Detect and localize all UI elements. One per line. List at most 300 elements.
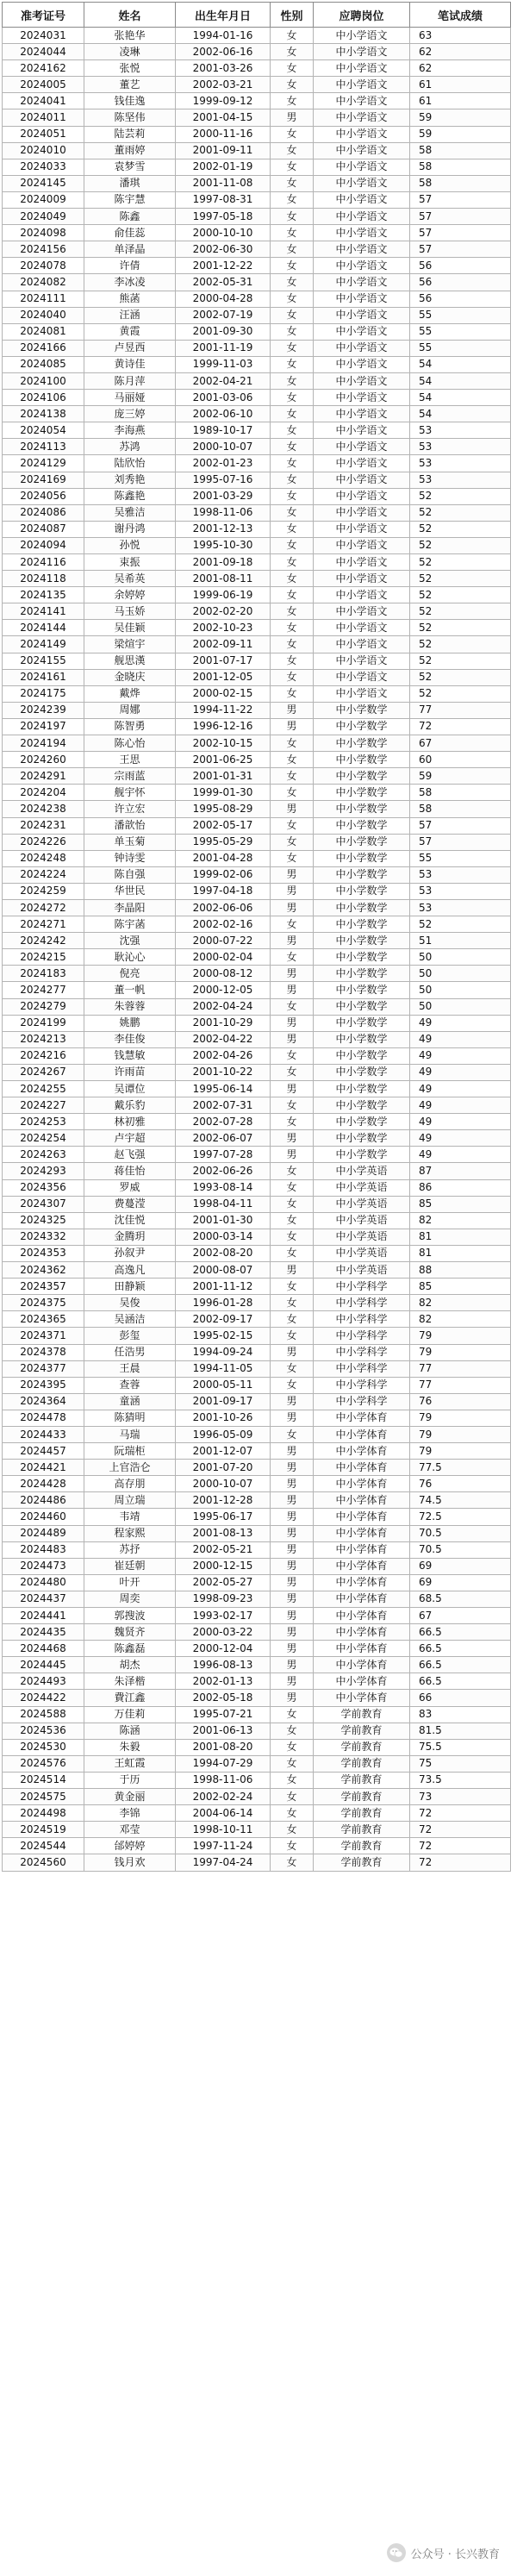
cell-position: 中小学语文 <box>314 109 410 126</box>
cell-gender: 女 <box>271 1064 314 1080</box>
table-row <box>3 620 511 636</box>
cell-birth-date: 2002-05-31 <box>176 274 271 291</box>
cell-exam-number: 2024081 <box>3 323 84 340</box>
cell-position: 中小学数学 <box>314 768 410 785</box>
cell-position: 中小学语文 <box>314 685 410 702</box>
cell-gender: 女 <box>271 291 314 307</box>
table-row <box>3 1574 511 1591</box>
table-row <box>3 1755 511 1772</box>
table-row <box>3 1328 511 1344</box>
cell-gender: 男 <box>271 1657 314 1673</box>
cell-exam-number: 2024260 <box>3 752 84 768</box>
cell-gender: 女 <box>271 406 314 422</box>
cell-birth-date: 2001-06-13 <box>176 1723 271 1739</box>
cell-exam-number: 2024259 <box>3 883 84 899</box>
cell-birth-date: 1997-05-18 <box>176 209 271 225</box>
cell-written-score: 72.5 <box>410 1509 511 1525</box>
cell-gender: 女 <box>271 1854 314 1871</box>
table-row <box>3 1723 511 1739</box>
cell-exam-number: 2024356 <box>3 1179 84 1196</box>
cell-position: 中小学科学 <box>314 1360 410 1377</box>
cell-gender: 女 <box>271 1196 314 1212</box>
cell-written-score: 52 <box>410 603 511 620</box>
cell-gender: 女 <box>271 571 314 587</box>
table-row <box>3 718 511 735</box>
table-row <box>3 191 511 208</box>
cell-name: 邓莹 <box>84 1822 176 1838</box>
cell-exam-number: 2024307 <box>3 1196 84 1212</box>
cell-name: 周娜 <box>84 702 176 718</box>
cell-name: 周立瑞 <box>84 1492 176 1509</box>
cell-written-score: 52 <box>410 488 511 504</box>
cell-name: 董艺 <box>84 77 176 93</box>
cell-written-score: 58 <box>410 785 511 801</box>
cell-name: 吴涵洁 <box>84 1311 176 1328</box>
cell-birth-date: 2001-07-20 <box>176 1460 271 1476</box>
cell-birth-date: 2004-06-14 <box>176 1805 271 1822</box>
cell-name: 陈鑫艳 <box>84 488 176 504</box>
cell-gender: 女 <box>271 472 314 488</box>
cell-name: 万佳莉 <box>84 1706 176 1723</box>
cell-written-score: 50 <box>410 998 511 1015</box>
cell-name: 舰宇怀 <box>84 785 176 801</box>
cell-written-score: 52 <box>410 669 511 685</box>
cell-exam-number: 2024129 <box>3 455 84 472</box>
table-row <box>3 1789 511 1805</box>
cell-name: 李冰凌 <box>84 274 176 291</box>
cell-birth-date: 2001-12-13 <box>176 521 271 537</box>
cell-exam-number: 2024213 <box>3 1031 84 1047</box>
cell-position: 中小学体育 <box>314 1426 410 1442</box>
cell-birth-date: 1996-01-28 <box>176 1295 271 1311</box>
cell-name: 陈智勇 <box>84 718 176 735</box>
cell-exam-number: 2024197 <box>3 718 84 735</box>
cell-birth-date: 2002-06-07 <box>176 1130 271 1147</box>
cell-written-score: 58 <box>410 175 511 191</box>
cell-birth-date: 2002-09-11 <box>176 636 271 653</box>
cell-gender: 女 <box>271 142 314 159</box>
cell-position: 中小学科学 <box>314 1311 410 1328</box>
cell-written-score: 49 <box>410 1047 511 1064</box>
cell-written-score: 54 <box>410 372 511 389</box>
cell-exam-number: 2024428 <box>3 1476 84 1492</box>
cell-birth-date: 1997-07-28 <box>176 1147 271 1163</box>
cell-gender: 女 <box>271 1805 314 1822</box>
table-row <box>3 1805 511 1822</box>
cell-position: 中小学体育 <box>314 1574 410 1591</box>
cell-name: 黄霞 <box>84 323 176 340</box>
cell-birth-date: 2001-09-11 <box>176 142 271 159</box>
table-row <box>3 1212 511 1229</box>
table-row <box>3 1509 511 1525</box>
cell-birth-date: 1995-08-29 <box>176 801 271 817</box>
cell-exam-number: 2024224 <box>3 866 84 883</box>
cell-name: 崔廷朝 <box>84 1558 176 1574</box>
cell-name: 陈宇菡 <box>84 916 176 933</box>
cell-position: 中小学数学 <box>314 817 410 834</box>
cell-gender: 女 <box>271 356 314 372</box>
cell-birth-date: 2001-01-31 <box>176 768 271 785</box>
cell-birth-date: 2000-02-15 <box>176 685 271 702</box>
cell-exam-number: 2024325 <box>3 1212 84 1229</box>
cell-name: 耿沁心 <box>84 949 176 966</box>
cell-exam-number: 2024353 <box>3 1245 84 1261</box>
cell-written-score: 66.5 <box>410 1624 511 1641</box>
cell-gender: 女 <box>271 1723 314 1739</box>
cell-position: 中小学数学 <box>314 1031 410 1047</box>
cell-position: 中小学语文 <box>314 93 410 109</box>
cell-name: 王思 <box>84 752 176 768</box>
cell-position: 中小学科学 <box>314 1344 410 1360</box>
cell-birth-date: 2002-02-16 <box>176 916 271 933</box>
cell-exam-number: 2024255 <box>3 1081 84 1097</box>
cell-position: 中小学语文 <box>314 390 410 406</box>
cell-birth-date: 2001-03-29 <box>176 488 271 504</box>
cell-name: 舰思漢 <box>84 653 176 669</box>
cell-birth-date: 1998-09-23 <box>176 1591 271 1607</box>
cell-birth-date: 2002-01-13 <box>176 1673 271 1690</box>
cell-name: 吴谭位 <box>84 1081 176 1097</box>
table-row <box>3 1657 511 1673</box>
cell-exam-number: 2024033 <box>3 159 84 175</box>
table-row <box>3 1673 511 1690</box>
cell-position: 中小学语文 <box>314 472 410 488</box>
cell-written-score: 52 <box>410 537 511 553</box>
cell-birth-date: 1998-10-11 <box>176 1822 271 1838</box>
table-row <box>3 1245 511 1261</box>
cell-exam-number: 2024049 <box>3 209 84 225</box>
cell-position: 中小学科学 <box>314 1279 410 1295</box>
cell-name: 金晓庆 <box>84 669 176 685</box>
cell-gender: 女 <box>271 455 314 472</box>
cell-birth-date: 2002-01-23 <box>176 455 271 472</box>
table-row <box>3 28 511 44</box>
cell-birth-date: 2000-02-04 <box>176 949 271 966</box>
table-row <box>3 1047 511 1064</box>
cell-position: 中小学数学 <box>314 718 410 735</box>
table-row <box>3 1492 511 1509</box>
cell-gender: 女 <box>271 1360 314 1377</box>
cell-written-score: 53 <box>410 439 511 455</box>
cell-exam-number: 2024375 <box>3 1295 84 1311</box>
cell-exam-number: 2024238 <box>3 801 84 817</box>
cell-gender: 女 <box>271 735 314 752</box>
cell-exam-number: 2024010 <box>3 142 84 159</box>
cell-position: 中小学英语 <box>314 1196 410 1212</box>
cell-written-score: 75 <box>410 1755 511 1772</box>
cell-birth-date: 2000-04-28 <box>176 291 271 307</box>
cell-gender: 男 <box>271 1492 314 1509</box>
table-row <box>3 1081 511 1097</box>
cell-gender: 女 <box>271 537 314 553</box>
score-sheet <box>2 2 510 1872</box>
cell-position: 中小学数学 <box>314 916 410 933</box>
cell-exam-number: 2024194 <box>3 735 84 752</box>
cell-written-score: 67 <box>410 1608 511 1624</box>
cell-written-score: 52 <box>410 504 511 521</box>
cell-position: 中小学语文 <box>314 669 410 685</box>
cell-position: 中小学语文 <box>314 372 410 389</box>
cell-name: 金腾玥 <box>84 1229 176 1245</box>
cell-exam-number: 2024175 <box>3 685 84 702</box>
cell-exam-number: 2024576 <box>3 1755 84 1772</box>
cell-written-score: 79 <box>410 1410 511 1426</box>
cell-written-score: 81 <box>410 1229 511 1245</box>
cell-exam-number: 2024588 <box>3 1706 84 1723</box>
cell-name: 谢丹鸿 <box>84 521 176 537</box>
table-row <box>3 1311 511 1328</box>
cell-birth-date: 2002-04-21 <box>176 372 271 389</box>
cell-name: 华世民 <box>84 883 176 899</box>
cell-name: 沈佳悦 <box>84 1212 176 1229</box>
cell-position: 中小学语文 <box>314 340 410 356</box>
cell-exam-number: 2024204 <box>3 785 84 801</box>
table-row <box>3 1295 511 1311</box>
cell-exam-number: 2024031 <box>3 28 84 44</box>
cell-name: 赵飞强 <box>84 1147 176 1163</box>
cell-birth-date: 2001-08-20 <box>176 1739 271 1755</box>
cell-written-score: 76 <box>410 1393 511 1410</box>
cell-position: 中小学体育 <box>314 1690 410 1706</box>
cell-position: 中小学语文 <box>314 142 410 159</box>
cell-written-score: 85 <box>410 1279 511 1295</box>
table-row <box>3 1690 511 1706</box>
cell-written-score: 49 <box>410 1097 511 1114</box>
table-row <box>3 817 511 834</box>
cell-written-score: 55 <box>410 307 511 323</box>
cell-position: 中小学体育 <box>314 1525 410 1541</box>
cell-name: 马玉娇 <box>84 603 176 620</box>
cell-birth-date: 1995-07-16 <box>176 472 271 488</box>
cell-birth-date: 1995-05-29 <box>176 834 271 850</box>
cell-position: 中小学体育 <box>314 1476 410 1492</box>
cell-gender: 男 <box>271 1015 314 1031</box>
cell-exam-number: 2024483 <box>3 1541 84 1558</box>
table-row <box>3 159 511 175</box>
cell-exam-number: 2024009 <box>3 191 84 208</box>
cell-birth-date: 1999-02-06 <box>176 866 271 883</box>
cell-birth-date: 2002-05-21 <box>176 1541 271 1558</box>
cell-gender: 女 <box>271 241 314 258</box>
cell-exam-number: 2024293 <box>3 1163 84 1179</box>
cell-name: 蒋佳怡 <box>84 1163 176 1179</box>
cell-exam-number: 2024435 <box>3 1624 84 1641</box>
cell-birth-date: 1997-08-31 <box>176 191 271 208</box>
cell-written-score: 57 <box>410 209 511 225</box>
cell-written-score: 50 <box>410 982 511 998</box>
cell-gender: 女 <box>271 949 314 966</box>
cell-exam-number: 2024161 <box>3 669 84 685</box>
cell-birth-date: 2001-09-18 <box>176 554 271 571</box>
cell-position: 中小学英语 <box>314 1179 410 1196</box>
cell-written-score: 53 <box>410 899 511 916</box>
cell-gender: 男 <box>271 1558 314 1574</box>
cell-written-score: 63 <box>410 28 511 44</box>
cell-exam-number: 2024544 <box>3 1838 84 1854</box>
table-row <box>3 933 511 949</box>
cell-exam-number: 2024536 <box>3 1723 84 1739</box>
wechat-icon <box>387 2543 406 2562</box>
cell-position: 中小学语文 <box>314 307 410 323</box>
table-row <box>3 1624 511 1641</box>
results-table <box>2 2 511 1872</box>
cell-name: 朱毅 <box>84 1739 176 1755</box>
cell-gender: 女 <box>271 1295 314 1311</box>
cell-exam-number: 2024135 <box>3 587 84 603</box>
cell-name: 陈自强 <box>84 866 176 883</box>
table-body <box>3 28 511 1872</box>
cell-position: 中小学语文 <box>314 258 410 274</box>
cell-birth-date: 2000-10-10 <box>176 225 271 241</box>
cell-gender: 女 <box>271 1772 314 1788</box>
cell-position: 中小学数学 <box>314 1047 410 1064</box>
cell-written-score: 57 <box>410 225 511 241</box>
cell-position: 中小学数学 <box>314 982 410 998</box>
table-row <box>3 1196 511 1212</box>
cell-position: 中小学体育 <box>314 1657 410 1673</box>
cell-birth-date: 1999-11-03 <box>176 356 271 372</box>
cell-exam-number: 2024041 <box>3 93 84 109</box>
table-row <box>3 1163 511 1179</box>
cell-name: 俞佳蕊 <box>84 225 176 241</box>
cell-position: 学前教育 <box>314 1772 410 1788</box>
cell-exam-number: 2024365 <box>3 1311 84 1328</box>
cell-position: 中小学语文 <box>314 571 410 587</box>
cell-birth-date: 1995-06-17 <box>176 1509 271 1525</box>
cell-gender: 女 <box>271 340 314 356</box>
cell-exam-number: 2024248 <box>3 850 84 866</box>
cell-name: 李晶阳 <box>84 899 176 916</box>
cell-name: 高逸凡 <box>84 1262 176 1279</box>
cell-name: 陈涵 <box>84 1723 176 1739</box>
cell-written-score: 55 <box>410 850 511 866</box>
table-row <box>3 653 511 669</box>
cell-birth-date: 2002-07-19 <box>176 307 271 323</box>
cell-position: 中小学数学 <box>314 949 410 966</box>
table-row <box>3 883 511 899</box>
cell-exam-number: 2024254 <box>3 1130 84 1147</box>
cell-exam-number: 2024087 <box>3 521 84 537</box>
cell-birth-date: 1995-07-21 <box>176 1706 271 1723</box>
cell-birth-date: 2002-09-17 <box>176 1311 271 1328</box>
watermark-text: 公众号 · 长兴教育 <box>410 2548 500 2561</box>
cell-birth-date: 1998-11-06 <box>176 504 271 521</box>
cell-gender: 女 <box>271 1311 314 1328</box>
cell-position: 中小学科学 <box>314 1295 410 1311</box>
cell-written-score: 85 <box>410 1196 511 1212</box>
cell-position: 中小学语文 <box>314 488 410 504</box>
table-row <box>3 225 511 241</box>
cell-exam-number: 2024395 <box>3 1377 84 1393</box>
cell-birth-date: 1999-09-12 <box>176 93 271 109</box>
cell-name: 查蓉 <box>84 1377 176 1393</box>
cell-exam-number: 2024138 <box>3 406 84 422</box>
cell-written-score: 54 <box>410 356 511 372</box>
cell-name: 张艳华 <box>84 28 176 44</box>
cell-gender: 男 <box>271 1443 314 1460</box>
table-row <box>3 1410 511 1426</box>
cell-exam-number: 2024011 <box>3 109 84 126</box>
table-row <box>3 142 511 159</box>
cell-position: 中小学语文 <box>314 126 410 142</box>
cell-written-score: 54 <box>410 406 511 422</box>
cell-name: 马瑞 <box>84 1426 176 1442</box>
cell-written-score: 50 <box>410 949 511 966</box>
cell-birth-date: 1994-11-22 <box>176 702 271 718</box>
cell-exam-number: 2024166 <box>3 340 84 356</box>
cell-exam-number: 2024100 <box>3 372 84 389</box>
cell-birth-date: 1989-10-17 <box>176 422 271 439</box>
table-row <box>3 1426 511 1442</box>
cell-exam-number: 2024486 <box>3 1492 84 1509</box>
cell-position: 中小学语文 <box>314 159 410 175</box>
cell-birth-date: 2001-04-15 <box>176 109 271 126</box>
cell-birth-date: 2001-01-30 <box>176 1212 271 1229</box>
cell-position: 中小学英语 <box>314 1245 410 1261</box>
cell-gender: 女 <box>271 587 314 603</box>
cell-birth-date: 2002-10-15 <box>176 735 271 752</box>
cell-name: 凌琳 <box>84 44 176 60</box>
cell-name: 罗威 <box>84 1179 176 1196</box>
cell-exam-number: 2024113 <box>3 439 84 455</box>
cell-exam-number: 2024422 <box>3 1690 84 1706</box>
cell-exam-number: 2024078 <box>3 258 84 274</box>
cell-birth-date: 2001-12-07 <box>176 1443 271 1460</box>
cell-position: 中小学语文 <box>314 603 410 620</box>
cell-birth-date: 2002-04-22 <box>176 1031 271 1047</box>
cell-position: 中小学体育 <box>314 1492 410 1509</box>
cell-birth-date: 2001-11-19 <box>176 340 271 356</box>
cell-position: 中小学语文 <box>314 504 410 521</box>
cell-exam-number: 2024378 <box>3 1344 84 1360</box>
table-row <box>3 241 511 258</box>
cell-birth-date: 1995-06-14 <box>176 1081 271 1097</box>
table-row <box>3 439 511 455</box>
cell-exam-number: 2024156 <box>3 241 84 258</box>
cell-position: 中小学数学 <box>314 702 410 718</box>
cell-exam-number: 2024272 <box>3 899 84 916</box>
cell-exam-number: 2024489 <box>3 1525 84 1541</box>
cell-written-score: 57 <box>410 241 511 258</box>
table-row <box>3 735 511 752</box>
cell-gender: 女 <box>271 307 314 323</box>
cell-exam-number: 2024433 <box>3 1426 84 1442</box>
cell-written-score: 52 <box>410 620 511 636</box>
cell-birth-date: 2001-10-22 <box>176 1064 271 1080</box>
cell-position: 中小学语文 <box>314 636 410 653</box>
cell-name: 吴希英 <box>84 571 176 587</box>
cell-birth-date: 2002-07-28 <box>176 1114 271 1130</box>
table-row <box>3 834 511 850</box>
cell-position: 中小学语文 <box>314 521 410 537</box>
cell-gender: 女 <box>271 175 314 191</box>
cell-name: 高存朋 <box>84 1476 176 1492</box>
table-row <box>3 752 511 768</box>
cell-position: 中小学体育 <box>314 1673 410 1690</box>
cell-gender: 男 <box>271 1031 314 1047</box>
cell-gender: 男 <box>271 1525 314 1541</box>
table-row <box>3 1476 511 1492</box>
table-row <box>3 258 511 274</box>
cell-exam-number: 2024560 <box>3 1854 84 1871</box>
cell-name: 费蔓滢 <box>84 1196 176 1212</box>
table-row <box>3 636 511 653</box>
cell-exam-number: 2024421 <box>3 1460 84 1476</box>
table-row <box>3 1114 511 1130</box>
table-row <box>3 866 511 883</box>
cell-name: 苏鸿 <box>84 439 176 455</box>
cell-written-score: 59 <box>410 126 511 142</box>
